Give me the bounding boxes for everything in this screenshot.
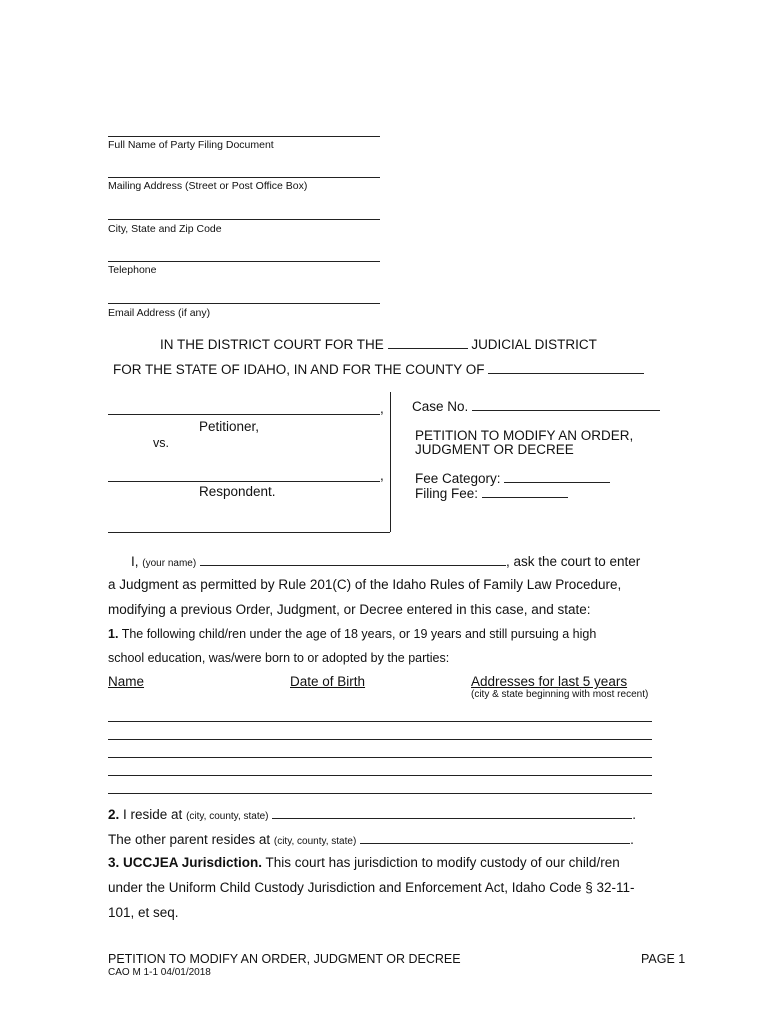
other-parent-blank[interactable] <box>360 831 630 844</box>
vs-label: vs. <box>153 436 169 450</box>
reside-blank[interactable] <box>272 806 632 819</box>
telephone-label: Telephone <box>108 264 157 276</box>
other-parent-period: . <box>630 832 634 847</box>
court-line-2 <box>113 361 644 377</box>
child-row-line[interactable] <box>108 739 652 740</box>
petitioner-comma: , <box>380 401 384 416</box>
section-2-number: 2. <box>108 807 120 822</box>
section-1-line-2: school education, was/were born to or adopted by the parties: <box>108 651 450 665</box>
col-address-header: Addresses for last 5 years <box>471 674 628 689</box>
section-3-line-3: 101, et seq. <box>108 905 179 920</box>
intro-line-1 <box>131 553 640 569</box>
case-no-blank[interactable] <box>472 398 660 411</box>
party-name-line[interactable] <box>108 136 380 137</box>
caption-bottom-line <box>108 532 390 533</box>
col-name-header: Name <box>108 674 145 689</box>
intro-line-2: a Judgment as permitted by Rule 201(C) of the Idaho Rules of Family Law Procedure, <box>108 577 622 592</box>
section-2-line-1 <box>108 806 636 822</box>
city-state-zip-label: City, State and Zip Code <box>108 223 222 235</box>
case-no-row <box>412 398 660 414</box>
child-row-line[interactable] <box>108 721 652 722</box>
col-address-note: (city & state beginning with most recent) <box>471 689 649 700</box>
footer-page-number: PAGE 1 <box>641 952 686 966</box>
filing-fee-blank[interactable] <box>482 485 568 498</box>
respondent-comma: , <box>380 468 384 483</box>
petition-title-line-2: JUDGMENT OR DECREE <box>415 442 574 457</box>
reside-label: I reside at <box>123 807 183 822</box>
child-row-line[interactable] <box>108 793 652 794</box>
section-1-number: 1. <box>108 627 119 641</box>
section-2-line-2 <box>108 831 634 847</box>
judicial-district-blank[interactable] <box>388 336 468 349</box>
party-name-label: Full Name of Party Filing Document <box>108 139 274 151</box>
filing-fee-label: Filing Fee: <box>415 486 479 501</box>
footer-title: PETITION TO MODIFY AN ORDER, JUDGMENT OR DECREE <box>108 952 461 966</box>
petitioner-line[interactable] <box>108 414 380 415</box>
child-row-line[interactable] <box>108 757 652 758</box>
court-line-1-a: IN THE DISTRICT COURT FOR THE <box>160 337 384 352</box>
petition-title-line-1: PETITION TO MODIFY AN ORDER, <box>415 428 634 443</box>
your-name-note: (your name) <box>142 558 197 569</box>
respondent-line[interactable] <box>108 481 380 482</box>
court-line-2-text: FOR THE STATE OF IDAHO, IN AND FOR THE COUNTY OF <box>113 362 485 377</box>
petitioner-label: Petitioner, <box>199 419 260 434</box>
section-1-text-1: The following child/ren under the age of 18 years, or 19 years and still pursuing a high <box>121 627 597 641</box>
your-name-blank[interactable] <box>200 553 506 566</box>
section-3-heading: 3. UCCJEA Jurisdiction. <box>108 855 263 870</box>
fee-category-blank[interactable] <box>504 470 610 483</box>
fee-category-label: Fee Category: <box>415 471 501 486</box>
reside-note: (city, county, state) <box>186 811 269 822</box>
case-no-label: Case No. <box>412 399 469 414</box>
telephone-line[interactable] <box>108 261 380 262</box>
city-state-zip-line[interactable] <box>108 219 380 220</box>
other-parent-label: The other parent resides at <box>108 832 271 847</box>
reside-period: . <box>632 807 637 822</box>
respondent-label: Respondent. <box>199 484 276 499</box>
fee-category-row <box>415 470 610 486</box>
intro-i: I, <box>131 554 139 569</box>
caption-divider <box>390 392 391 532</box>
section-3-text-1: This court has jurisdiction to modify custody of our child/ren <box>265 855 620 870</box>
footer-code: CAO M 1-1 04/01/2018 <box>108 967 211 978</box>
email-line[interactable] <box>108 303 380 304</box>
county-blank[interactable] <box>488 361 644 374</box>
intro-line-3: modifying a previous Order, Judgment, or Decree entered in this case, and state: <box>108 602 591 617</box>
mailing-address-label: Mailing Address (Street or Post Office Box) <box>108 180 308 192</box>
intro-ask: , ask the court to enter <box>505 554 641 569</box>
other-parent-note: (city, county, state) <box>273 836 357 847</box>
col-dob-header: Date of Birth <box>290 674 366 689</box>
child-row-line[interactable] <box>108 775 652 776</box>
section-3-line-1 <box>108 855 620 870</box>
section-1-line-1 <box>108 627 596 641</box>
section-3-line-2: under the Uniform Child Custody Jurisdiction and Enforcement Act, Idaho Code § 32-11- <box>108 880 635 895</box>
email-label: Email Address (if any) <box>108 307 211 319</box>
court-line-1 <box>160 336 597 352</box>
filing-fee-row <box>415 485 568 501</box>
mailing-address-line[interactable] <box>108 177 380 178</box>
court-line-1-b: JUDICIAL DISTRICT <box>471 337 597 352</box>
